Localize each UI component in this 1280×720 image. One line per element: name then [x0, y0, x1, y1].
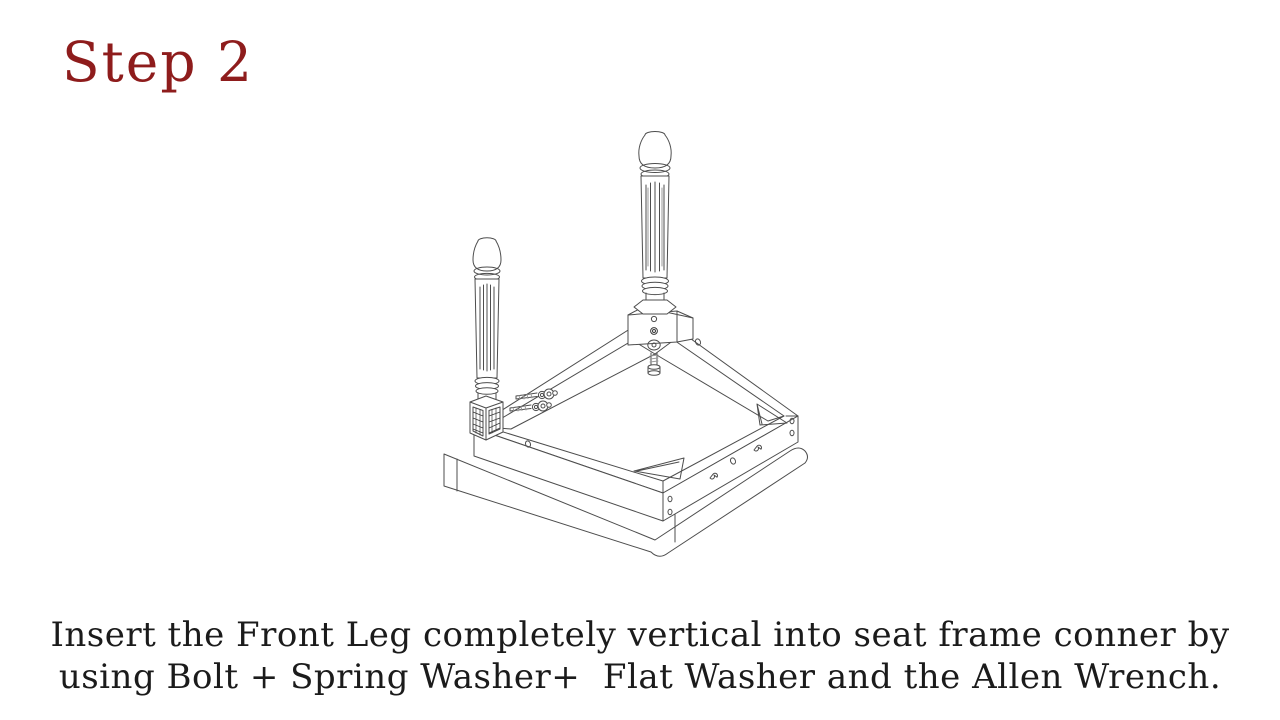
- assembly-diagram: [430, 110, 1130, 610]
- seat-frame-line-drawing: [430, 110, 1130, 610]
- step-title: Step 2: [62, 30, 255, 94]
- front-leg: [634, 132, 676, 315]
- instruction-line-2: using Bolt + Spring Washer+ Flat Washer and the Allen Wrench.: [58, 657, 1222, 697]
- carved-corner-block: [470, 396, 503, 440]
- leg-joint-hex: [634, 300, 676, 314]
- instruction-caption: [0, 614, 1280, 698]
- instruction-line-1: Insert the Front Leg completely vertical into seat frame conner by: [50, 615, 1230, 655]
- back-leg: [470, 238, 503, 440]
